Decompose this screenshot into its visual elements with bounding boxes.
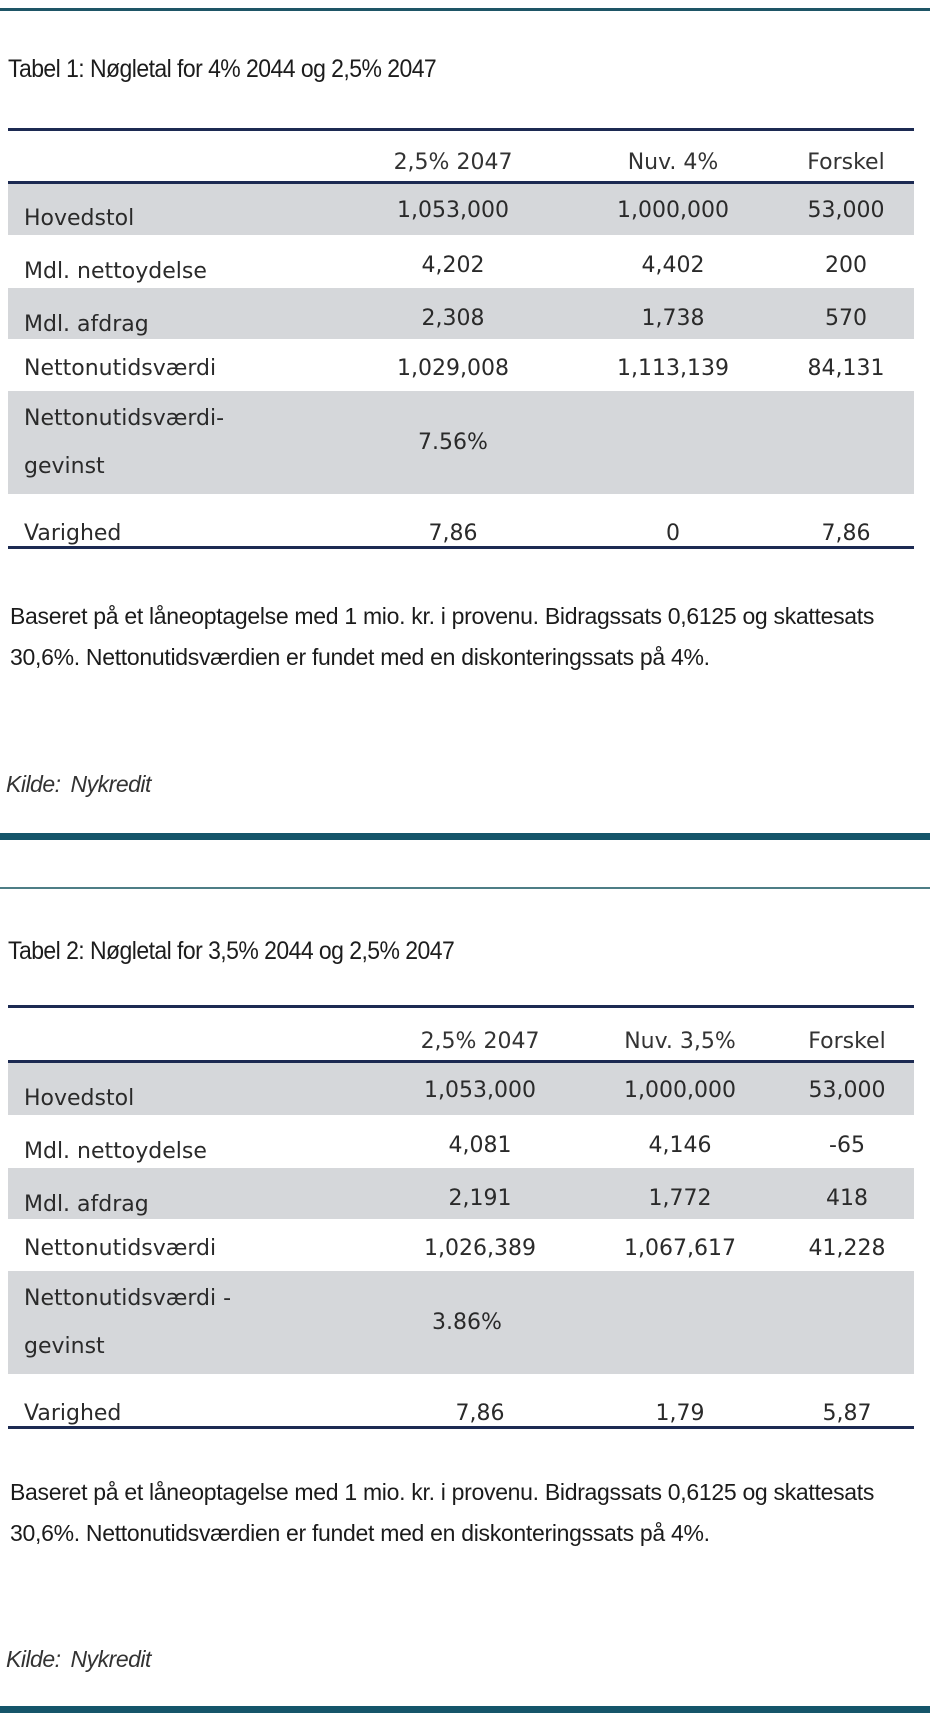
row-label [8, 395, 338, 491]
cell: -65 [829, 1133, 865, 1158]
table-bottom-rule [8, 1426, 914, 1429]
table-row [8, 1374, 914, 1426]
row-label [8, 1275, 380, 1371]
cell: 5,87 [822, 1401, 872, 1426]
cell: 1,000,000 [617, 198, 729, 223]
table-2-note: Baseret på et låneoptagelse med 1 mio. kr. i provenu. Bidragssats 0,6125 og skattesats 30,6%. Nettonutidsværdien er fundet med en diskonteringssats på 4%. [10, 1479, 875, 1546]
table-row [8, 1115, 914, 1168]
cell: 1,067,617 [624, 1236, 736, 1261]
cell: 4,081 [448, 1133, 512, 1158]
cell: 1,053,000 [424, 1078, 536, 1103]
row-label: Mdl. afdrag [24, 312, 149, 337]
table-row [8, 1168, 914, 1219]
header-rule [8, 181, 914, 184]
cell: 7,86 [821, 521, 871, 546]
table-header-row [8, 131, 914, 181]
cell: 1,772 [648, 1186, 712, 1211]
cell: 53,000 [807, 198, 885, 223]
row-label-line: Nettonutidsværdi - [24, 1285, 232, 1311]
cell: 4,402 [641, 253, 705, 278]
table-1-source [6, 771, 151, 798]
source-label: Kilde: [6, 1646, 61, 1672]
table-2 [8, 1005, 914, 1429]
table-row [8, 339, 914, 391]
source-value: Nykredit [70, 771, 151, 797]
cell: 1,738 [641, 306, 705, 331]
section-divider [0, 1706, 930, 1713]
table-row [8, 1063, 914, 1115]
cell: 53,000 [808, 1078, 886, 1103]
table-row [8, 235, 914, 288]
cell: 1,79 [655, 1401, 705, 1426]
row-label-line: gevinst [24, 1333, 105, 1359]
top-divider [0, 887, 930, 889]
table-row [8, 1219, 914, 1271]
row-label: Mdl. nettoydelse [24, 259, 207, 284]
table-header-row [8, 1008, 914, 1060]
cell: 7,86 [455, 1401, 505, 1426]
cell: 84,131 [807, 356, 885, 381]
header-col-1: 2,5% 2047 [393, 150, 513, 175]
table-1-note: Baseret på et låneoptagelse med 1 mio. kr. i provenu. Bidragssats 0,6125 og skattesats 30,6%. Nettonutidsværdien er fundet med en diskonteringssats på 4%. [10, 603, 875, 670]
cell: 1,029,008 [397, 356, 509, 381]
cell: 1,026,389 [424, 1236, 536, 1261]
cell: 7,86 [428, 521, 478, 546]
cell: 1,053,000 [397, 198, 509, 223]
cell: 3.86% [432, 1310, 502, 1335]
table-row [8, 184, 914, 235]
table-row [8, 1271, 914, 1374]
cell: 200 [825, 253, 867, 278]
table-2-title: Tabel 2: Nøgletal for 3,5% 2044 og 2,5% 2047 [8, 937, 455, 965]
table-1-title: Tabel 1: Nøgletal for 4% 2044 og 2,5% 2047 [8, 55, 437, 83]
source-label: Kilde: [6, 771, 61, 797]
row-label: Varighed [24, 521, 122, 546]
table-row [8, 494, 914, 546]
row-label: Nettonutidsværdi [24, 1236, 217, 1261]
row-label: Varighed [24, 1401, 122, 1426]
table-row [8, 391, 914, 494]
header-col-1: 2,5% 2047 [420, 1029, 540, 1054]
cell: 4,202 [421, 253, 485, 278]
cell: 1,000,000 [624, 1078, 736, 1103]
cell: 2,308 [421, 306, 485, 331]
row-label-line: Nettonutidsværdi- [24, 405, 225, 431]
row-label: Mdl. afdrag [24, 1192, 149, 1217]
row-label: Mdl. nettoydelse [24, 1139, 207, 1164]
table-1 [8, 128, 914, 549]
table-2-source [6, 1646, 151, 1673]
header-col-3: Forskel [808, 1029, 886, 1054]
table-row [8, 288, 914, 339]
cell: 570 [825, 306, 867, 331]
row-label-line: gevinst [24, 453, 105, 479]
cell: 1,113,139 [617, 356, 729, 381]
header-col-2: Nuv. 3,5% [624, 1029, 736, 1054]
row-label: Hovedstol [24, 1086, 135, 1111]
cell: 4,146 [648, 1133, 712, 1158]
cell: 0 [666, 521, 680, 546]
cell: 418 [826, 1186, 868, 1211]
header-col-2: Nuv. 4% [627, 150, 719, 175]
cell: 2,191 [448, 1186, 512, 1211]
header-rule [8, 1060, 914, 1063]
row-label: Nettonutidsværdi [24, 356, 217, 381]
cell: 41,228 [808, 1236, 886, 1261]
row-label: Hovedstol [24, 206, 135, 231]
top-divider [0, 8, 930, 11]
table-bottom-rule [8, 546, 914, 549]
header-col-3: Forskel [807, 150, 885, 175]
source-value: Nykredit [70, 1646, 151, 1672]
cell: 7.56% [418, 430, 488, 455]
section-divider [0, 833, 930, 840]
